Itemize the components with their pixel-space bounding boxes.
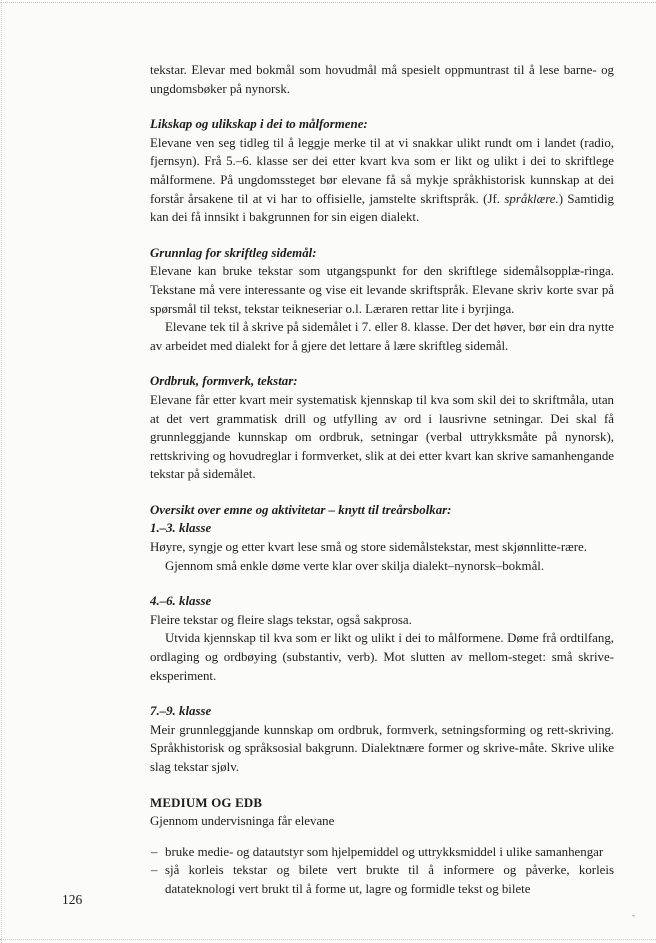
paragraph: Utvida kjennskap til kva som er likt og ulikt i dei to målformene. Døme frå ordtilfang, ordlaging og ordbøying (substantiv, verb). Mot slutten av mellom-steget: små skrive-eksperiment. xyxy=(150,631,614,683)
scan-edge-bottom xyxy=(0,939,656,940)
text-column xyxy=(150,61,614,899)
paragraph: Elevane kan bruke tekstar som utgangspunkt for den skriftlege sidemålsopplæ-ringa. Tekstane må vere interessante og vise eit levande skriftspråk. Elevane skriv korte svar på spørsmål til tekst, tekstar teikneseriar o.l. Læraren rettar lite i byrjinga. xyxy=(150,264,614,316)
paragraph: Fleire tekstar og fleire slags tekstar, også sakprosa. xyxy=(150,612,412,627)
list-item-text: sjå korleis tekstar og bilete vert brukte til å informere og påverke, korleis datateknologi vert brukt til å forme ut, lagre og formidle tekst og bilete xyxy=(165,863,614,896)
paragraph: Elevane får etter kvart meir systematisk kjennskap til kva som skil dei to skriftmåla, utan at det vert grammatisk drill og utfylling av ord i lausrivne setningar. Dei skal få grunnleggjande kunnskap om ordbruk, setningar (verbal uttrykksmåte på nynorsk), rettskriving og hovudreglar i formverket, slik at dei etter kvart kan skrive samanhengande tekstar på sidemålet. xyxy=(150,392,614,482)
spacer xyxy=(150,685,614,702)
edge-mark: - xyxy=(632,910,635,920)
spacer xyxy=(150,98,614,115)
list-dash: – xyxy=(151,844,158,859)
bullet-list xyxy=(150,843,614,899)
spacer xyxy=(150,831,614,843)
paragraph: tekstar. Elevar med bokmål som hovudmål må spesielt oppmuntrast til å lese barne- og ungdomsbøker på nynorsk. xyxy=(150,63,614,96)
spacer xyxy=(150,777,614,794)
scan-edge-top xyxy=(0,2,656,3)
paragraph xyxy=(150,134,614,227)
paragraph-text-cont: ) Samtidig kan dei få innsikt i bakgrunnen for sin eigen dialekt. xyxy=(150,191,614,225)
list-dash: – xyxy=(151,863,158,878)
subheading: Oversikt over emne og aktivitetar – knytt til treårsbolkar: xyxy=(150,502,452,517)
subheading: Likskap og ulikskap i dei to målformene: xyxy=(150,117,368,132)
section-heading: MEDIUM OG EDB xyxy=(150,795,263,810)
paragraph: Elevane tek til å skrive på sidemålet i 7. eller 8. klasse. Der det høver, bør ein dra nytte av arbeidet med dialekt for å gjere det lettare å lære skriftleg sidemål. xyxy=(150,320,614,353)
spacer xyxy=(150,355,614,372)
spacer xyxy=(150,227,614,244)
page-number: 126 xyxy=(62,892,83,907)
paragraph: Gjennom undervisninga får elevane xyxy=(150,814,335,829)
subheading: 1.–3. klasse xyxy=(150,521,212,536)
italic-term: språklære. xyxy=(504,191,559,206)
subheading: Ordbruk, formverk, tekstar: xyxy=(150,374,298,389)
paragraph: Meir grunnleggjande kunnskap om ordbruk, formverk, setningsforming og rett-skriving. Språkhistorisk og språksosial bakgrunn. Dialektnære former og skrive-måte. Skrive ulike slag tekstar sjølv. xyxy=(150,722,614,774)
subheading: 4.–6. klasse xyxy=(150,594,212,609)
paragraph: Høyre, syngje og etter kvart lese små og store sidemålstekstar, mest skjønnlitte-rære. xyxy=(150,540,587,555)
subheading: 7.–9. klasse xyxy=(150,704,212,719)
scan-edge-left xyxy=(1,0,2,943)
list-item xyxy=(150,843,614,862)
paragraph: Gjennom små enkle døme verte klar over skilja dialekt–nynorsk–bokmål. xyxy=(165,558,545,573)
paragraph-text: Elevane ven seg tidleg til å leggje merke til at vi snakkar ulikt rundt om i landet (radio, fjernsyn). Frå 5.–6. klasse ser dei etter kvart kva som er likt og ulikt i dei to skriftlege målformene. På ungdomssteget bør elevane få så mykje språkhistorisk kunnskap at dei forstår årsakene til at vi har to offisielle, jamstelte skriftspråk. (Jf. xyxy=(150,135,614,206)
list-item xyxy=(150,861,614,898)
spacer xyxy=(150,484,614,501)
spacer xyxy=(150,575,614,592)
subheading: Grunnlag for skriftleg sidemål: xyxy=(150,245,317,260)
list-item-text: bruke medie- og datautstyr som hjelpemiddel og uttrykksmiddel i ulike samanhengar xyxy=(165,844,604,859)
